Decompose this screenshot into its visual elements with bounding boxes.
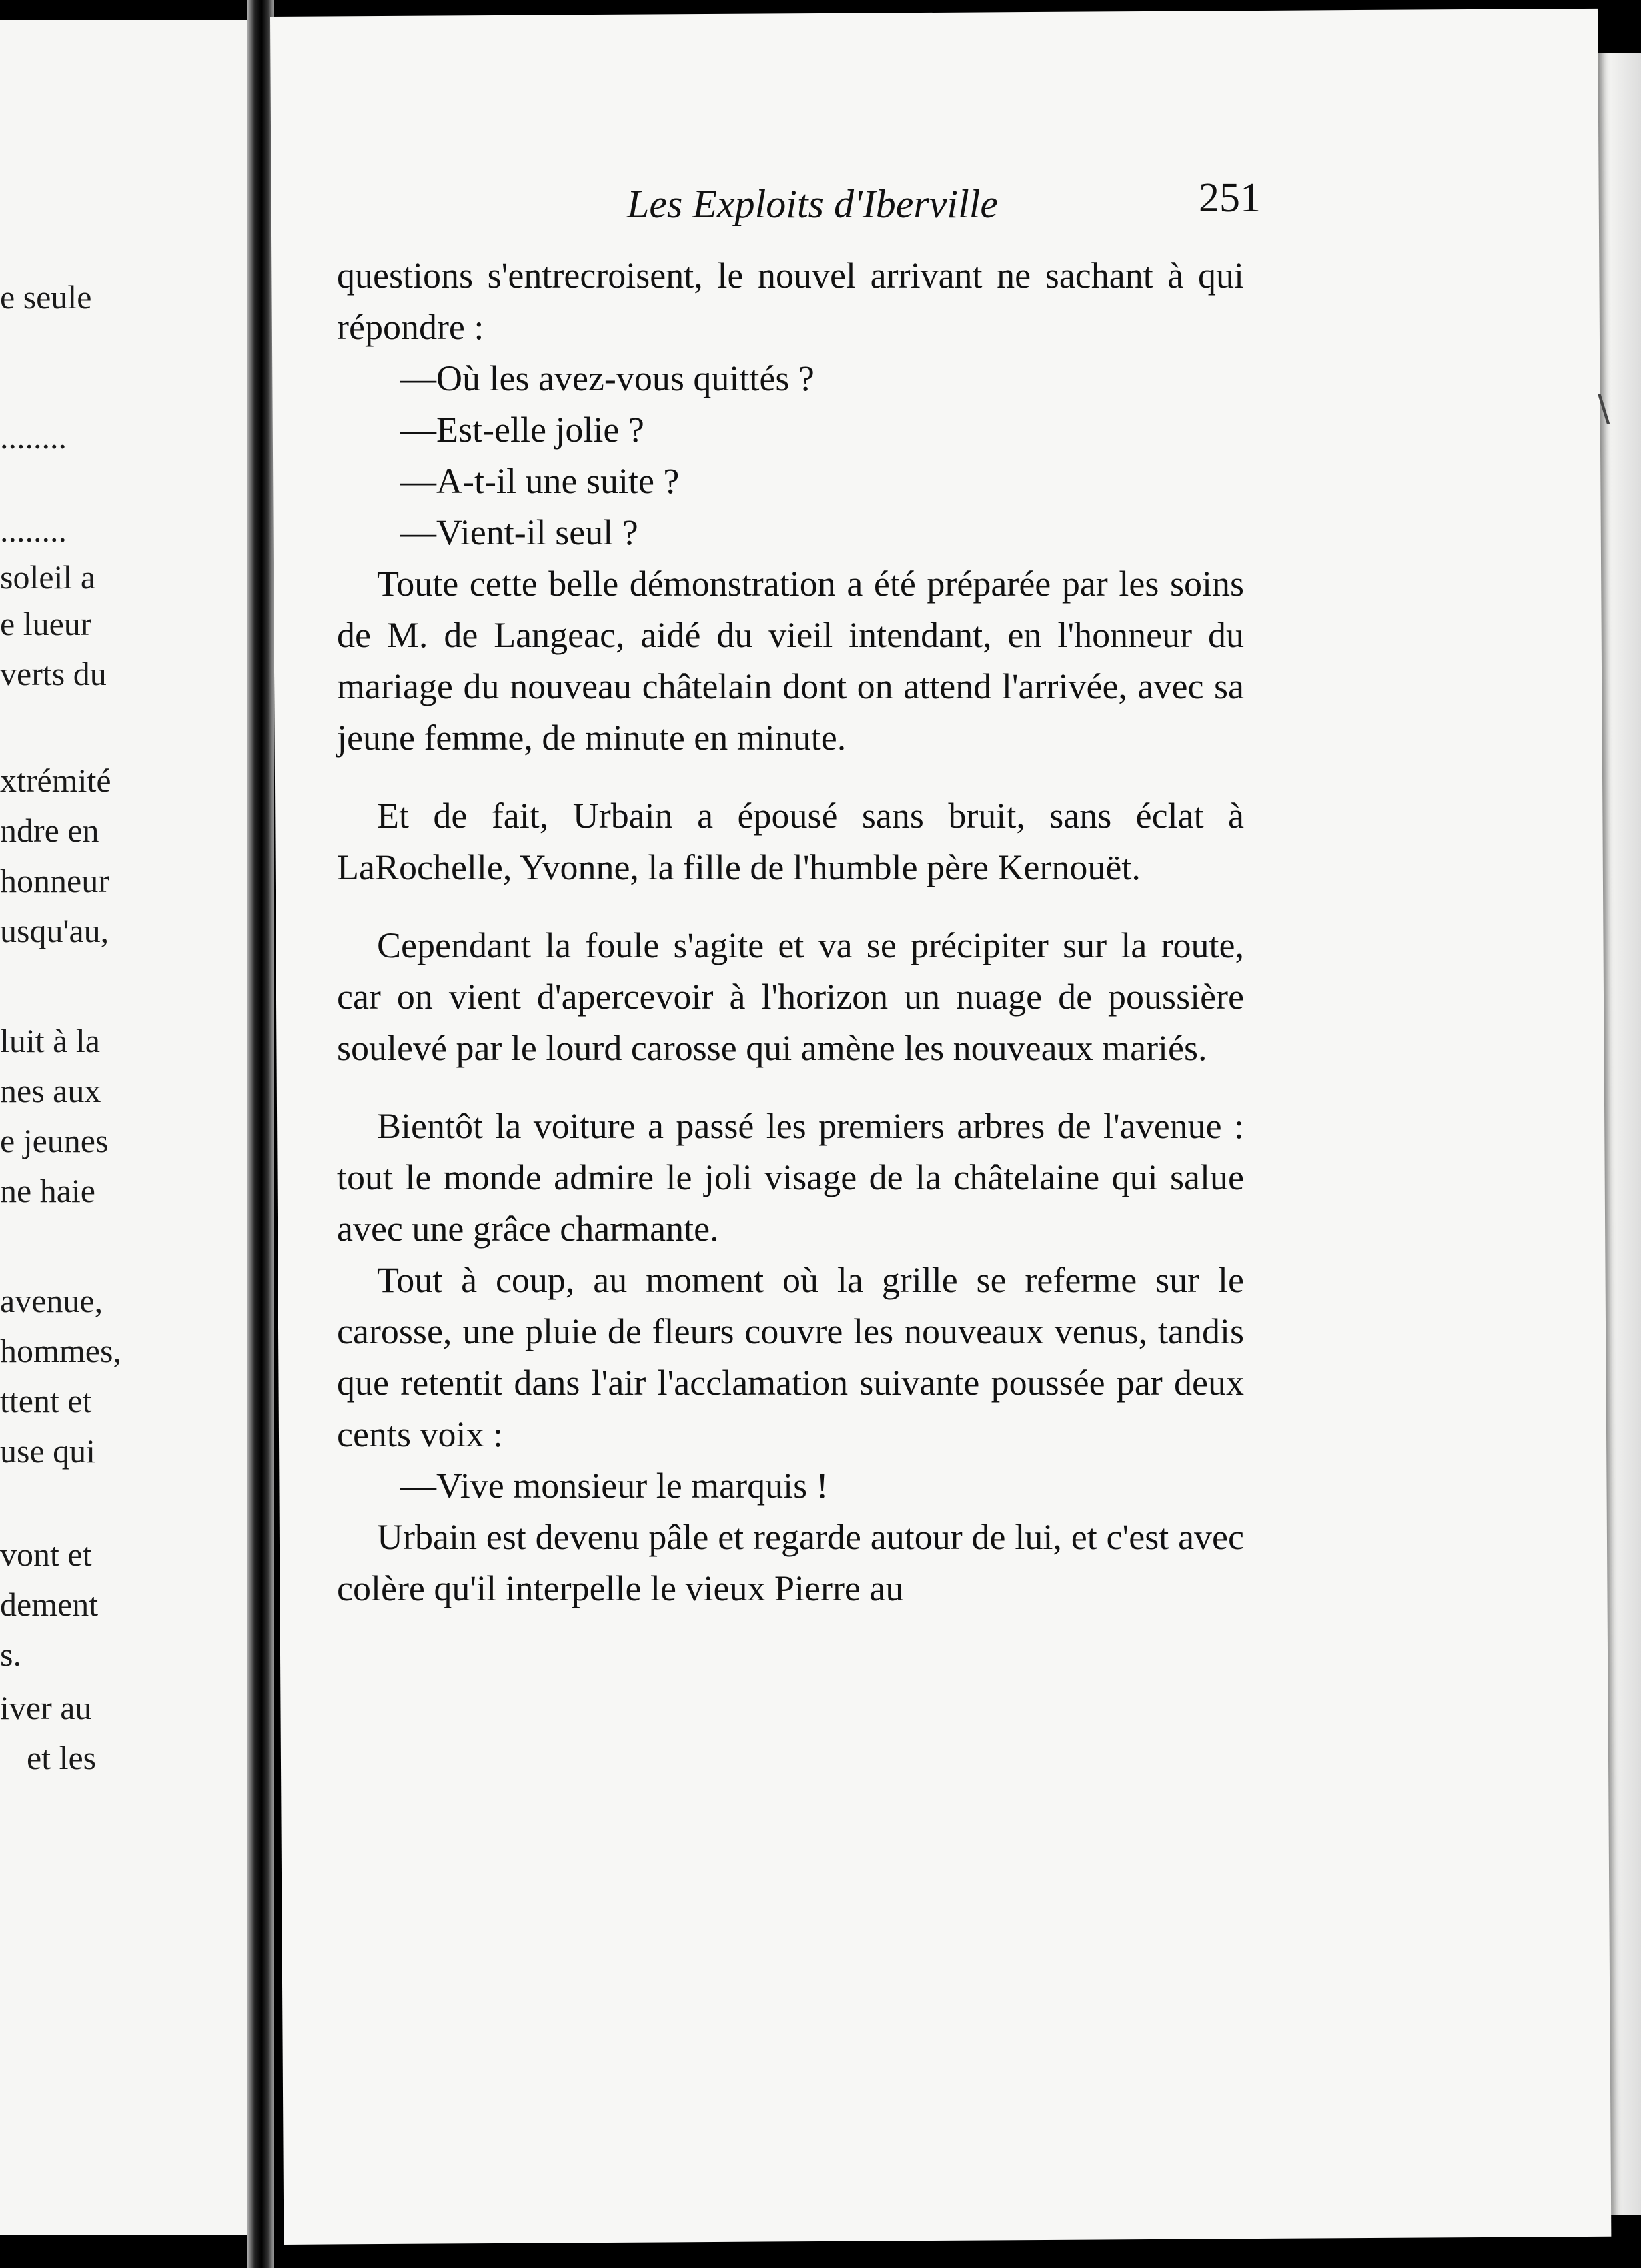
left-page-line: ........ xyxy=(0,418,67,456)
left-page-line: nes aux xyxy=(0,1072,101,1109)
paragraph: Toute cette belle démonstration a été préparée par les soins de M. de Langeac, aidé du vieil intendant, en l'honneur du mariage du nouveau châtelain dont on attend l'arrivée, avec sa jeune femme, de minute en minute. xyxy=(337,564,1244,758)
left-page-line: iver au xyxy=(0,1689,92,1726)
left-page-line: ne haie xyxy=(0,1172,95,1209)
paragraph: Et de fait, Urbain a épousé sans bruit, sans éclat à LaRochelle, Yvonne, la fille de l'humble père Kernouët. xyxy=(337,796,1244,887)
paragraph: Tout à coup, au moment où la grille se referme sur le carosse, une pluie de fleurs couvre les nouveaux venus, tandis que retentit dans l'air l'acclamation suivante poussée par deux cents voix : xyxy=(337,1260,1244,1454)
dialogue-line: —Est-elle jolie ? xyxy=(400,410,644,450)
left-page-line: soleil a xyxy=(0,558,96,596)
left-page xyxy=(0,20,247,2235)
body-text xyxy=(337,250,1244,1614)
left-page-line: e jeunes xyxy=(0,1122,109,1159)
running-header xyxy=(360,175,1287,235)
dialogue-line: —Vient-il seul ? xyxy=(400,512,638,552)
dialogue-line: —A-t-il une suite ? xyxy=(400,461,680,501)
dialogue-line: —Vive monsieur le marquis ! xyxy=(400,1466,829,1506)
left-page-line: honneur xyxy=(0,862,109,899)
left-page-line: xtrémité xyxy=(0,762,111,799)
left-page-line: et les xyxy=(27,1739,97,1776)
left-page-line: dement xyxy=(0,1586,99,1623)
left-page-line: ........ xyxy=(0,512,67,549)
left-page-line: vont et xyxy=(0,1536,92,1573)
left-page-line: use qui xyxy=(0,1432,96,1470)
left-page-line: verts du xyxy=(0,655,107,692)
page-number: 251 xyxy=(1199,175,1261,221)
left-page-line: avenue, xyxy=(0,1282,103,1319)
left-page-line: usqu'au, xyxy=(0,912,109,949)
left-page-line: e lueur xyxy=(0,605,92,642)
bleed-through-mark: \ xyxy=(1598,387,1610,429)
paragraph: questions s'entrecroisent, le nouvel arrivant ne sachant à qui répondre : xyxy=(337,255,1244,347)
left-page-line: ndre en xyxy=(0,812,99,849)
left-page-line: s. xyxy=(0,1636,21,1673)
book-gutter xyxy=(247,0,274,2268)
left-page-line: ttent et xyxy=(0,1382,92,1420)
dialogue-line: —Où les avez-vous quittés ? xyxy=(400,358,814,398)
paragraph: Cependant la foule s'agite et va se précipiter sur la route, car on vient d'apercevoir à l'horizon un nuage de poussière soulevé par le lourd carosse qui amène les nouveaux mariés. xyxy=(337,925,1244,1068)
paragraph: Urbain est devenu pâle et regarde autour de lui, et c'est avec colère qu'il interpelle le vieux Pierre au xyxy=(337,1517,1244,1608)
left-page-line: e seule xyxy=(0,278,92,316)
paragraph: Bientôt la voiture a passé les premiers arbres de l'avenue : tout le monde admire le joli visage de la châtelaine qui salue avec une grâce charmante. xyxy=(337,1106,1244,1249)
left-page-line: hommes, xyxy=(0,1332,121,1369)
running-title: Les Exploits d'Iberville xyxy=(627,182,999,226)
left-page-line: luit à la xyxy=(0,1022,100,1059)
